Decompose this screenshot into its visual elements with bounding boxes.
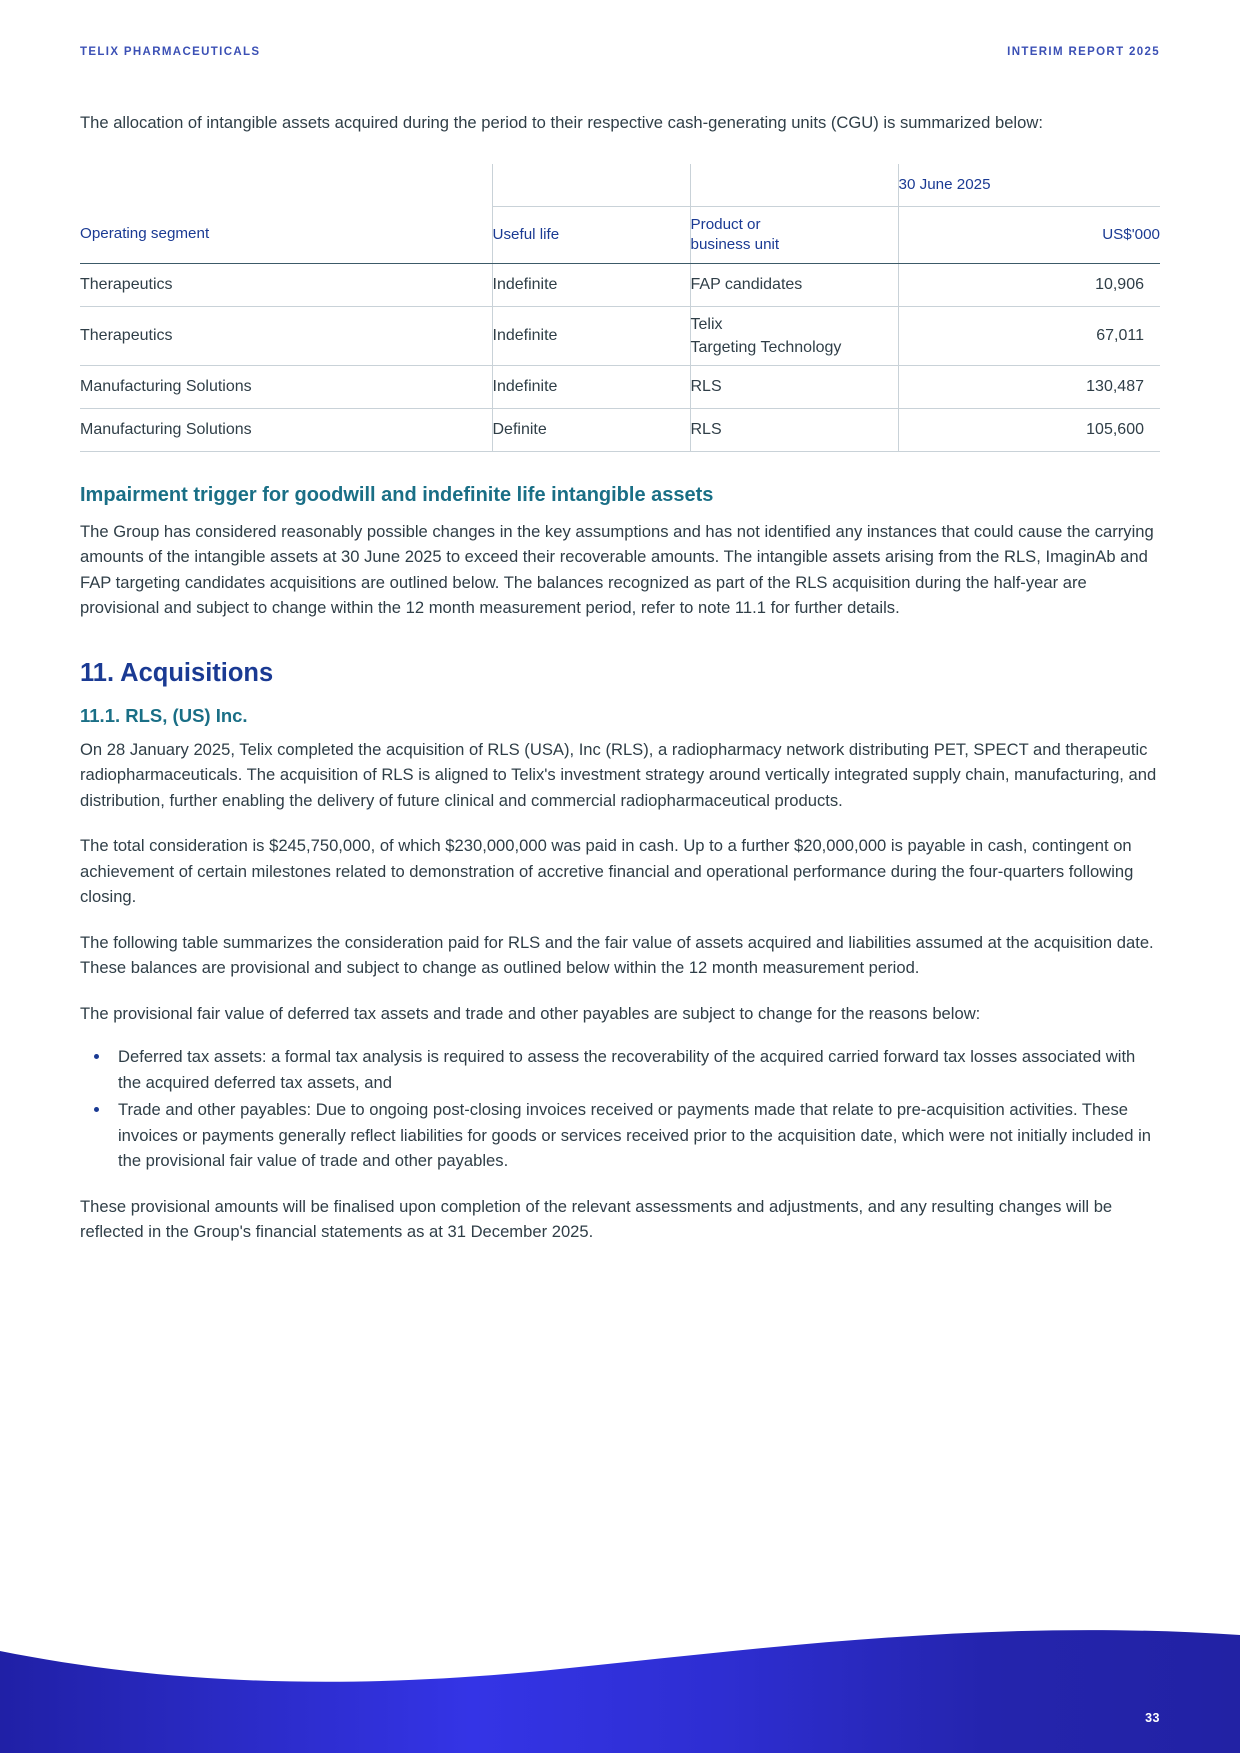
table-period-row	[80, 164, 1160, 207]
cell-value: 105,600	[898, 408, 1160, 451]
table-header-row	[80, 206, 1160, 263]
column-header-product-line2: business unit	[690, 235, 780, 253]
cell-segment: Therapeutics	[80, 263, 492, 306]
column-header-product-line1: Product or	[690, 215, 761, 233]
acquisitions-paragraph-3: The following table summarizes the consideration paid for RLS and the fair value of assets acquired and liabilities assumed at the acquisition date. These balances are provisional and subject to change as outlined below within the 12 month measurement period.	[80, 932, 1154, 977]
cell-value: 67,011	[898, 306, 1160, 365]
table-empty-cell	[80, 164, 492, 207]
acquisitions-section-heading: 11. Acquisitions	[80, 658, 274, 687]
table-empty-cell	[690, 164, 898, 207]
cell-product: RLS	[690, 408, 898, 451]
cell-product-line1: Telix	[690, 315, 723, 333]
acquisitions-paragraph-2: The total consideration is $245,750,000, of which $230,000,000 was paid in cash. Up to a further $20,000,000 is payable in cash, contingent on achievement of certain milestones related to demonstration of accretive financial and operational performance during the four-quarters following closing.	[80, 836, 1134, 906]
table-period-header: 30 June 2025	[898, 164, 1160, 207]
cell-useful-life: Definite	[492, 408, 690, 451]
column-header-units: US$'000	[898, 206, 1160, 263]
cell-product: FAP candidates	[690, 263, 898, 306]
acquisitions-subsection-heading: 11.1. RLS, (US) Inc.	[80, 704, 248, 726]
cell-useful-life: Indefinite	[492, 306, 690, 365]
bullet-dot-icon	[94, 1107, 99, 1112]
cell-value: 130,487	[898, 365, 1160, 408]
table-row	[80, 306, 1160, 365]
table-row	[80, 365, 1160, 408]
acquisitions-paragraph-5: These provisional amounts will be finalised upon completion of the relevant assessments and adjustments, and any resulting changes will be reflected in the Group's financial statements as at 31 December 2025.	[80, 1196, 1113, 1241]
table-row	[80, 263, 1160, 306]
acquisitions-paragraph-1: On 28 January 2025, Telix completed the acquisition of RLS (USA), Inc (RLS), a radiopharmacy network distributing PET, SPECT and therapeutic radiopharmaceuticals. The acquisition of RLS is aligned to Telix's investment strategy around vertically integrated supply chain, manufacturing, and distribution, further enabling the delivery of future clinical and commercial radiopharmaceutical products.	[80, 739, 1157, 810]
cell-useful-life: Indefinite	[492, 263, 690, 306]
column-header-product-business-unit	[690, 206, 898, 263]
column-header-useful-life: Useful life	[492, 206, 690, 263]
footer-wave-graphic	[0, 1553, 1240, 1753]
cell-value: 10,906	[898, 263, 1160, 306]
cell-product: RLS	[690, 365, 898, 408]
list-item	[80, 1044, 1160, 1095]
cell-segment: Manufacturing Solutions	[80, 365, 492, 408]
column-header-operating-segment: Operating segment	[80, 206, 492, 263]
page-content	[80, 110, 1160, 1265]
list-item	[80, 1097, 1160, 1174]
cell-useful-life: Indefinite	[492, 365, 690, 408]
page-number: 33	[1145, 1711, 1160, 1725]
bullet-dot-icon	[94, 1054, 99, 1059]
cell-product-line2: Targeting Technology	[690, 338, 842, 356]
intro-paragraph: The allocation of intangible assets acquired during the period to their respective cash-generating units (CGU) is summarized below:	[80, 113, 1043, 132]
acquisitions-paragraph-4: The provisional fair value of deferred tax assets and trade and other payables are subject to change for the reasons below:	[80, 1003, 981, 1023]
list-item-text: Trade and other payables: Due to ongoing post-closing invoices received or payments made that relate to pre-acquisition activities. These invoices or payments generally reflect liabilities for goods or services received prior to the acquisition date, which were not initially included in the provisional fair value of trade and other payables.	[118, 1100, 1152, 1170]
running-header	[80, 46, 1160, 58]
cell-product	[690, 306, 898, 365]
impairment-paragraph: The Group has considered reasonably possible changes in the key assumptions and has not identified any instances that could cause the carrying amounts of the intangible assets at 30 June 2025 to exceed their recoverable amounts. The intangible assets arising from the RLS, ImaginAb and FAP targeting candidates acquisitions are outlined below. The balances recognized as part of the RLS acquisition during the half-year are provisional and subject to change within the 12 month measurement period, refer to note 11.1 for further details.	[80, 521, 1154, 617]
table-row	[80, 408, 1160, 451]
reasons-bullet-list	[80, 1044, 1160, 1174]
running-header-left: TELIX PHARMACEUTICALS	[80, 46, 261, 58]
impairment-heading: Impairment trigger for goodwill and indefinite life intangible assets	[80, 483, 714, 506]
table-empty-cell	[492, 164, 690, 207]
cell-segment: Manufacturing Solutions	[80, 408, 492, 451]
intangible-allocation-table	[80, 164, 1160, 452]
cell-segment: Therapeutics	[80, 306, 492, 365]
running-header-right: INTERIM REPORT 2025	[1007, 46, 1160, 58]
list-item-text: Deferred tax assets: a formal tax analysis is required to assess the recoverability of the acquired carried forward tax losses associated with the acquired deferred tax assets, and	[118, 1047, 1136, 1092]
